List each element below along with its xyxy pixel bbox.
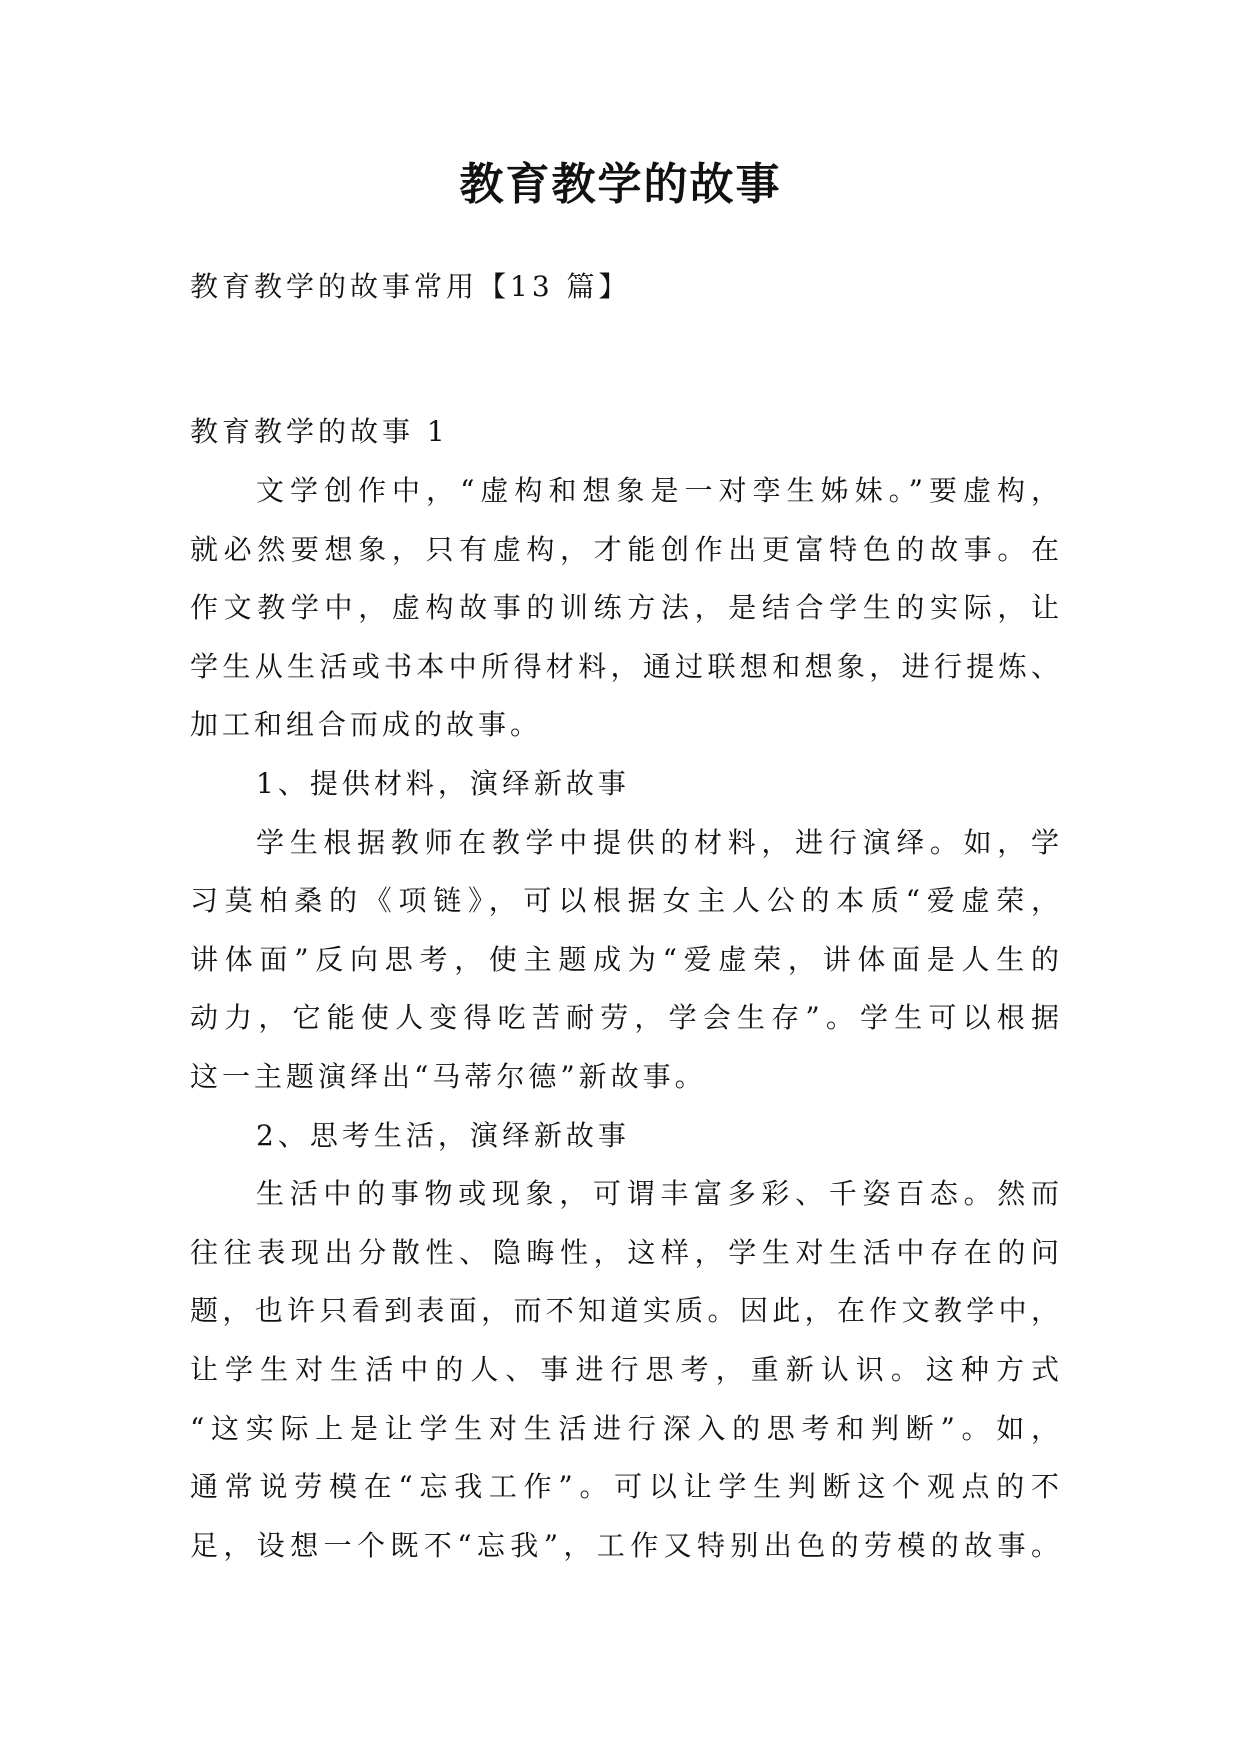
document-title: 教育教学的故事 [459, 159, 782, 210]
section-heading: 教育教学的故事 1 [190, 415, 449, 448]
point-1-heading: 1、提供材料，演绎新故事 [256, 766, 630, 800]
paragraph-line: 动力，它能使人变得吃苦耐劳，学会生存”。学生可以根据 [190, 1001, 1063, 1035]
paragraph-line: 足，设想一个既不“忘我”，工作又特别出色的劳模的故事。 [190, 1528, 1063, 1562]
document-subtitle: 教育教学的故事常用【13 篇】 [190, 270, 631, 303]
point-2-paragraph [190, 1165, 1063, 1575]
paragraph-line: 这一主题演绎出“马蒂尔德”新故事。 [190, 1059, 707, 1093]
paragraph-line: “这实际上是让学生对生活进行深入的思考和判断”。如， [190, 1411, 1063, 1445]
paragraph-line: 文学创作中，“虚构和想象是一对孪生姊妹。”要虚构， [256, 474, 1063, 507]
paragraph-line: 通常说劳模在“忘我工作”。可以让学生判断这个观点的不 [190, 1470, 1063, 1504]
paragraph-line: 往往表现出分散性、隐晦性，这样，学生对生活中存在的问 [190, 1235, 1063, 1269]
paragraph-line: 作文教学中，虚构故事的训练方法，是结合学生的实际，让 [190, 591, 1063, 625]
point-1-paragraph [190, 814, 1063, 1107]
paragraph-line: 加工和组合而成的故事。 [190, 708, 543, 742]
paragraph-line: 生活中的事物或现象，可谓丰富多彩、千姿百态。然而 [256, 1177, 1063, 1211]
paragraph-line: 习莫柏桑的《项链》，可以根据女主人公的本质“爱虚荣， [190, 884, 1063, 918]
paragraph-line: 讲体面”反向思考，使主题成为“爱虚荣，讲体面是人生的 [190, 942, 1063, 976]
paragraph-line: 让学生对生活中的人、事进行思考，重新认识。这种方式 [190, 1352, 1063, 1386]
paragraph-line: 学生根据教师在教学中提供的材料，进行演绎。如，学 [256, 825, 1063, 859]
paragraph-line: 学生从生活或书本中所得材料，通过联想和想象，进行提炼、 [190, 649, 1063, 683]
intro-paragraph [190, 462, 1063, 755]
paragraph-line: 题，也许只看到表面，而不知道实质。因此，在作文教学中， [190, 1294, 1063, 1328]
document-body [190, 462, 1063, 1575]
point-2-heading: 2、思考生活，演绎新故事 [256, 1118, 630, 1152]
paragraph-line: 就必然要想象，只有虚构，才能创作出更富特色的故事。在 [190, 532, 1063, 566]
